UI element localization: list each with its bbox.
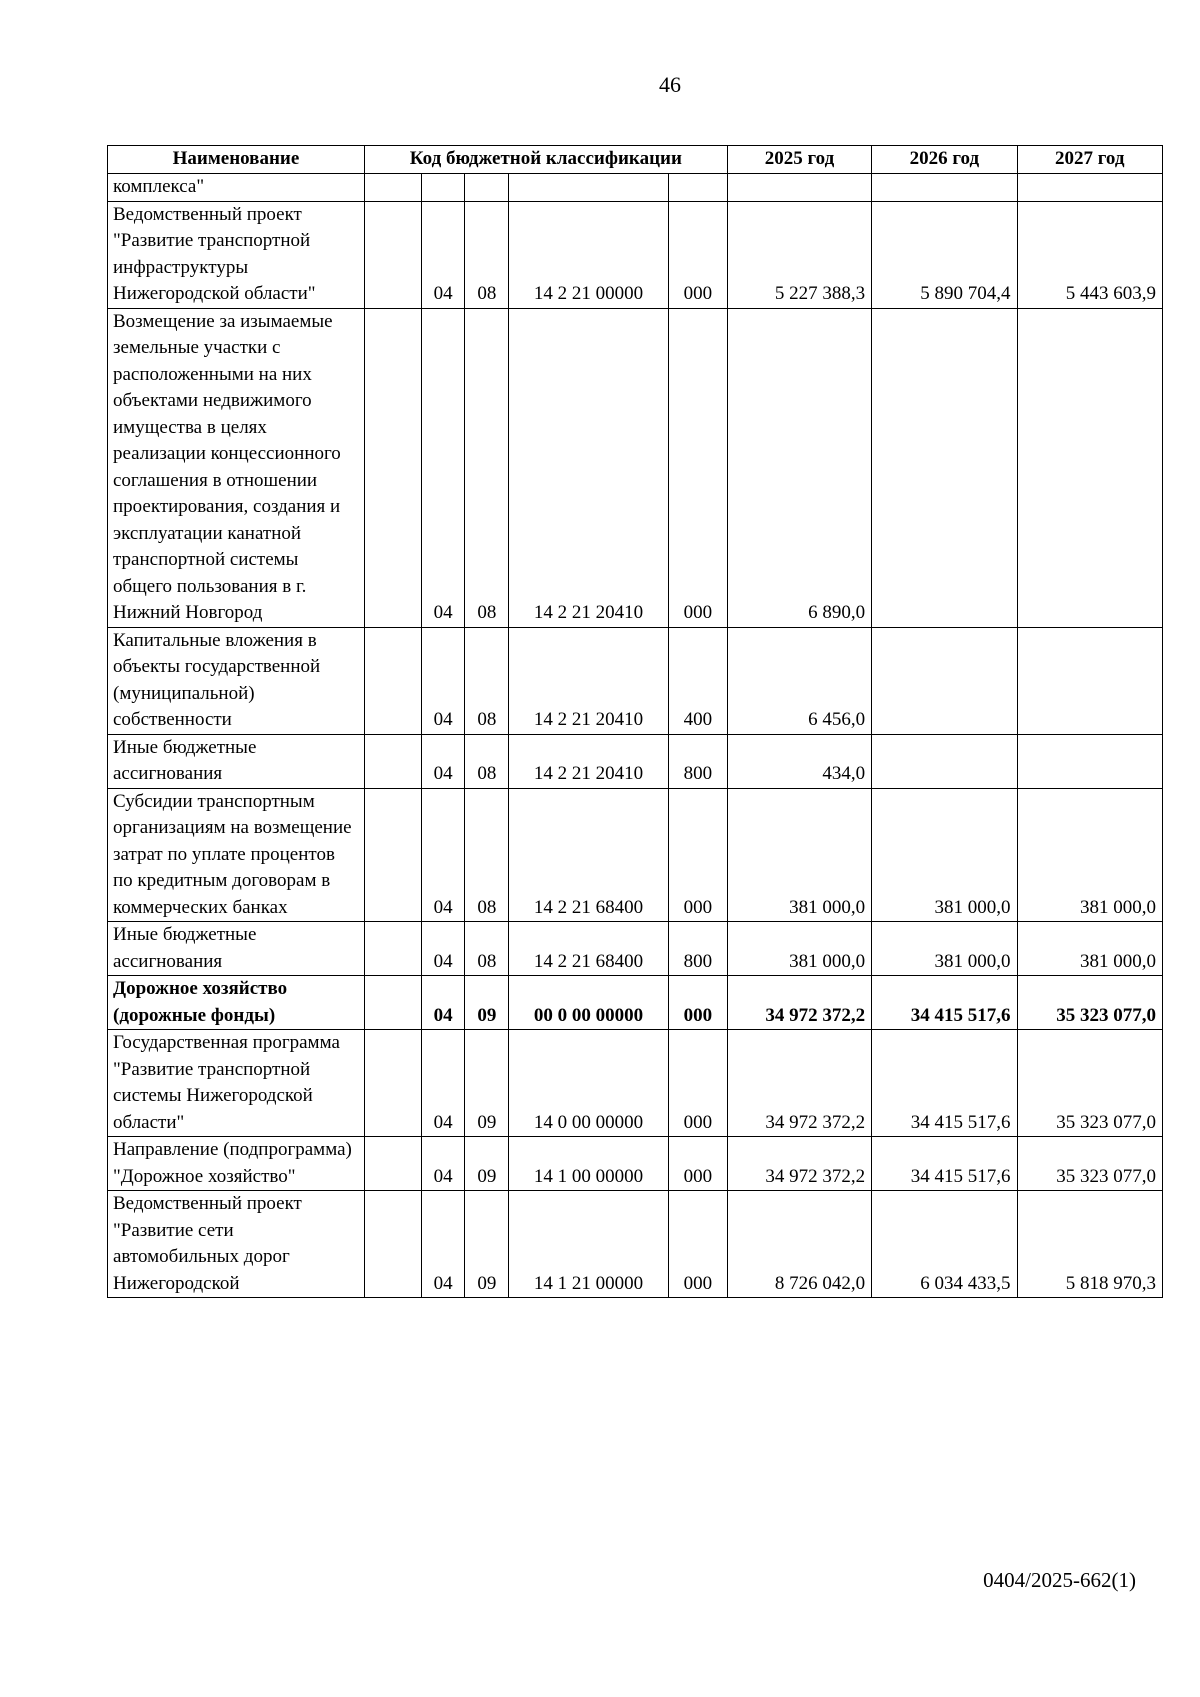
table-row	[108, 1137, 1163, 1191]
row-value-2027	[1017, 734, 1162, 788]
row-value-2027: 5 818 970,3	[1017, 1191, 1162, 1298]
row-name: комплекса"	[108, 174, 365, 202]
row-section-code: 04	[421, 201, 465, 308]
row-expense-type-code: 000	[668, 976, 727, 1030]
row-subsection-code: 08	[465, 201, 509, 308]
row-value-2027: 35 323 077,0	[1017, 1137, 1162, 1191]
table-row	[108, 734, 1163, 788]
row-value-2026	[872, 627, 1017, 734]
row-target-code: 14 1 00 00000	[509, 1137, 669, 1191]
row-code-empty	[364, 308, 421, 627]
row-code-empty	[364, 627, 421, 734]
row-section-code: 04	[421, 976, 465, 1030]
row-expense-type-code: 000	[668, 1137, 727, 1191]
row-section-code: 04	[421, 308, 465, 627]
row-value-2027	[1017, 174, 1162, 202]
row-section-code: 04	[421, 1030, 465, 1137]
row-value-2025: 6 456,0	[727, 627, 871, 734]
row-target-code: 14 1 21 00000	[509, 1191, 669, 1298]
row-target-code: 00 0 00 00000	[509, 976, 669, 1030]
row-expense-type-code: 000	[668, 1030, 727, 1137]
row-subsection-code: 08	[465, 734, 509, 788]
row-value-2026: 381 000,0	[872, 788, 1017, 922]
row-value-2027: 35 323 077,0	[1017, 976, 1162, 1030]
row-value-2025: 34 972 372,2	[727, 976, 871, 1030]
row-value-2025: 381 000,0	[727, 922, 871, 976]
row-expense-type-code: 800	[668, 922, 727, 976]
table-body	[108, 174, 1163, 1298]
row-value-2026: 5 890 704,4	[872, 201, 1017, 308]
row-value-2025	[727, 174, 871, 202]
row-name: Государственная программа "Развитие транспортной системы Нижегородской области"	[108, 1030, 365, 1137]
row-name: Возмещение за изымаемые земельные участки с расположенными на них объектами недвижимого имущества в целях реализации концессионного соглашения в отношении проектирования, создания и эксплуатации канатной транспортной системы общего пользования в г. Нижний Новгород	[108, 308, 365, 627]
row-value-2027: 5 443 603,9	[1017, 201, 1162, 308]
row-expense-type-code: 000	[668, 788, 727, 922]
row-code-empty	[364, 1191, 421, 1298]
row-value-2027: 381 000,0	[1017, 922, 1162, 976]
row-expense-type-code: 000	[668, 201, 727, 308]
row-value-2027	[1017, 627, 1162, 734]
row-section-code: 04	[421, 627, 465, 734]
header-2025: 2025 год	[727, 146, 871, 174]
row-value-2026: 34 415 517,6	[872, 976, 1017, 1030]
row-value-2026: 6 034 433,5	[872, 1191, 1017, 1298]
row-code-empty	[364, 1137, 421, 1191]
row-name: Иные бюджетные ассигнования	[108, 922, 365, 976]
row-target-code: 14 2 21 68400	[509, 922, 669, 976]
row-expense-type-code: 000	[668, 1191, 727, 1298]
table-row	[108, 1191, 1163, 1298]
row-expense-type-code: 400	[668, 627, 727, 734]
table-row	[108, 627, 1163, 734]
row-target-code: 14 2 21 20410	[509, 734, 669, 788]
row-value-2025: 434,0	[727, 734, 871, 788]
row-value-2025: 34 972 372,2	[727, 1137, 871, 1191]
table-row	[108, 976, 1163, 1030]
header-2026: 2026 год	[872, 146, 1017, 174]
row-section-code: 04	[421, 1137, 465, 1191]
row-section-code	[421, 174, 465, 202]
header-name: Наименование	[108, 146, 365, 174]
row-subsection-code: 08	[465, 922, 509, 976]
row-code-empty	[364, 174, 421, 202]
row-value-2025: 381 000,0	[727, 788, 871, 922]
row-name: Ведомственный проект "Развитие сети автомобильных дорог Нижегородской	[108, 1191, 365, 1298]
row-name: Направление (подпрограмма) "Дорожное хозяйство"	[108, 1137, 365, 1191]
row-value-2026	[872, 174, 1017, 202]
row-subsection-code: 09	[465, 1191, 509, 1298]
row-section-code: 04	[421, 734, 465, 788]
row-value-2026: 34 415 517,6	[872, 1137, 1017, 1191]
row-expense-type-code: 800	[668, 734, 727, 788]
row-value-2025: 6 890,0	[727, 308, 871, 627]
row-code-empty	[364, 201, 421, 308]
table-row	[108, 201, 1163, 308]
row-value-2025: 34 972 372,2	[727, 1030, 871, 1137]
row-subsection-code: 09	[465, 976, 509, 1030]
row-value-2025: 8 726 042,0	[727, 1191, 871, 1298]
table-row	[108, 174, 1163, 202]
row-name: Ведомственный проект "Развитие транспортной инфраструктуры Нижегородской области"	[108, 201, 365, 308]
row-code-empty	[364, 788, 421, 922]
row-value-2025: 5 227 388,3	[727, 201, 871, 308]
row-target-code: 14 2 21 68400	[509, 788, 669, 922]
row-subsection-code: 08	[465, 627, 509, 734]
row-target-code: 14 2 21 20410	[509, 627, 669, 734]
row-value-2026	[872, 734, 1017, 788]
row-subsection-code: 08	[465, 308, 509, 627]
row-value-2027	[1017, 308, 1162, 627]
row-target-code	[509, 174, 669, 202]
row-expense-type-code: 000	[668, 308, 727, 627]
header-code: Код бюджетной классификации	[364, 146, 727, 174]
row-section-code: 04	[421, 788, 465, 922]
row-target-code: 14 2 21 00000	[509, 201, 669, 308]
row-code-empty	[364, 734, 421, 788]
row-name: Капитальные вложения в объекты государственной (муниципальной) собственности	[108, 627, 365, 734]
row-value-2026: 381 000,0	[872, 922, 1017, 976]
row-section-code: 04	[421, 922, 465, 976]
row-target-code: 14 0 00 00000	[509, 1030, 669, 1137]
row-expense-type-code	[668, 174, 727, 202]
page-number: 46	[659, 72, 681, 97]
row-name: Иные бюджетные ассигнования	[108, 734, 365, 788]
row-subsection-code: 09	[465, 1030, 509, 1137]
row-value-2027: 381 000,0	[1017, 788, 1162, 922]
table-row	[108, 1030, 1163, 1137]
table-row	[108, 788, 1163, 922]
row-subsection-code: 08	[465, 788, 509, 922]
row-subsection-code: 09	[465, 1137, 509, 1191]
document-id: 0404/2025-662(1)	[983, 1568, 1136, 1592]
row-code-empty	[364, 1030, 421, 1137]
row-value-2027: 35 323 077,0	[1017, 1030, 1162, 1137]
row-code-empty	[364, 922, 421, 976]
budget-table	[107, 145, 1163, 1298]
table-row	[108, 308, 1163, 627]
row-name: Субсидии транспортным организациям на возмещение затрат по уплате процентов по кредитным договорам в коммерческих банках	[108, 788, 365, 922]
table-row	[108, 922, 1163, 976]
row-name: Дорожное хозяйство (дорожные фонды)	[108, 976, 365, 1030]
row-code-empty	[364, 976, 421, 1030]
row-subsection-code	[465, 174, 509, 202]
table-header-row	[108, 146, 1163, 174]
row-target-code: 14 2 21 20410	[509, 308, 669, 627]
row-value-2026: 34 415 517,6	[872, 1030, 1017, 1137]
row-value-2026	[872, 308, 1017, 627]
header-2027: 2027 год	[1017, 146, 1162, 174]
row-section-code: 04	[421, 1191, 465, 1298]
